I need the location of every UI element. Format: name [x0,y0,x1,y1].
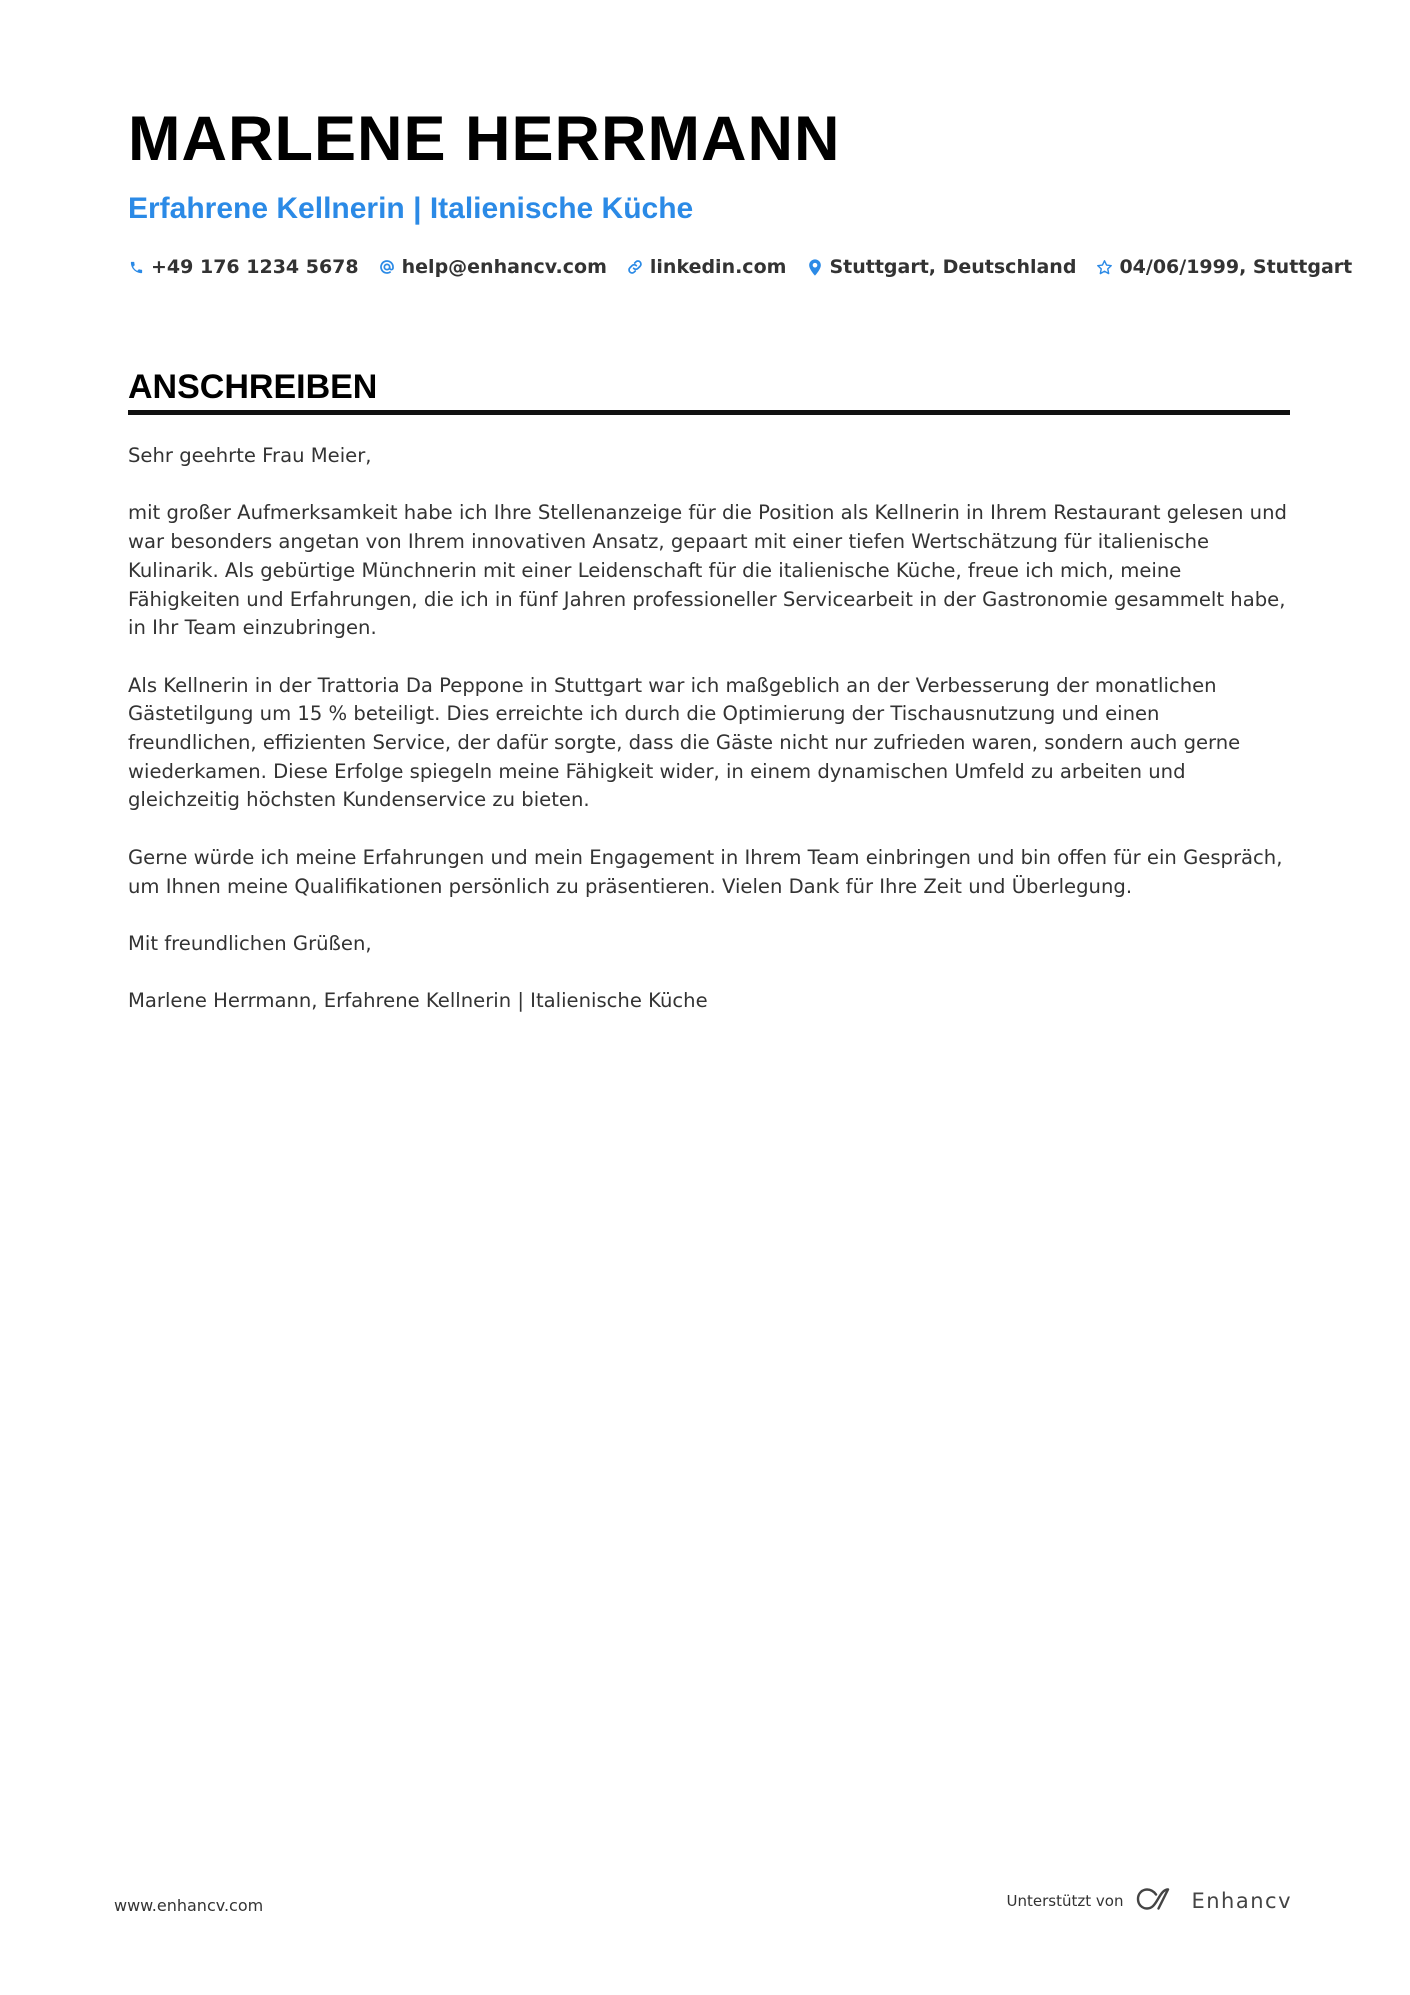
contact-birth [1096,256,1352,278]
contact-bar [128,256,1352,278]
letter-paragraph: Gerne würde ich meine Erfahrungen und mein Engagement in Ihrem Team einbringen und bin offen für ein Gespräch, um Ihnen meine Qualifikationen persönlich zu präsentieren. Vielen Dank für Ihre Zeit und Überlegung. [128,845,1283,898]
location-text: Stuttgart, Deutschland [829,256,1077,278]
letter-paragraph: Als Kellnerin in der Trattoria Da Peppone in Stuttgart war ich maßgeblich an der Verbesserung der monatlichen Gästetilgung um 15 % beteiligt. Dies erreichte ich durch die Optimierung der Tischausnutzung und einen freundlichen, effizienten Service, der dafür sorgte, dass die Gäste nicht nur zufrieden waren, sondern auch gerne wiederkamen. Diese Erfolge spiegeln meine Fähigkeit wider, in einem dynamischen Umfeld zu arbeiten und gleichzeitig höchsten Kundenservice zu bieten. [128,673,1241,812]
phone-number: +49 176 1234 5678 [151,256,359,278]
enhancv-logo-icon [1135,1886,1191,1916]
letter-body [128,442,1293,1045]
at-icon [379,257,396,277]
powered-by-label: Unterstützt von [1006,1892,1124,1910]
contact-phone[interactable] [128,256,359,278]
map-pin-icon [806,257,823,277]
contact-location [806,256,1076,278]
applicant-name: MARLENE HERRMANN [128,104,841,174]
section-title: ANSCHREIBEN [128,368,378,406]
birth-text: 04/06/1999, Stuttgart [1119,256,1353,278]
contact-email[interactable] [379,256,607,278]
footer-brand[interactable] [1007,1886,1292,1916]
link-icon [627,257,644,277]
salutation: Sehr geehrte Frau Meier, [128,444,372,467]
phone-icon [128,257,145,277]
contact-website[interactable] [627,256,787,278]
star-icon [1096,257,1113,277]
email-address: help@enhancv.com [401,256,607,278]
section-divider [128,410,1290,415]
letter-paragraph: mit großer Aufmerksamkeit habe ich Ihre Stellenanzeige für die Position als Kellnerin in Ihrem Restaurant gelesen und war besonders angetan von Ihrem innovativen Ansatz, gepaart mit einer tiefen Wertschätzung für italienische Kulinarik. Als gebürtige Münchnerin mit einer Leidenschaft für die italienische Küche, freue ich mich, meine Fähigkeiten und Erfahrungen, die ich in fünf Jahren professioneller Servicearbeit in der Gastronomie gesammelt habe, in Ihr Team einzubringen. [128,501,1287,640]
applicant-title: Erfahrene Kellnerin | Italienische Küche [128,192,694,225]
footer-url[interactable]: www.enhancv.com [114,1896,264,1915]
signature: Marlene Herrmann, Erfahrene Kellnerin | Italienische Küche [128,989,708,1013]
brand-name: Enhancv [1191,1889,1292,1913]
closing: Mit freundlichen Grüßen, [128,931,372,955]
website-link: linkedin.com [649,256,787,278]
